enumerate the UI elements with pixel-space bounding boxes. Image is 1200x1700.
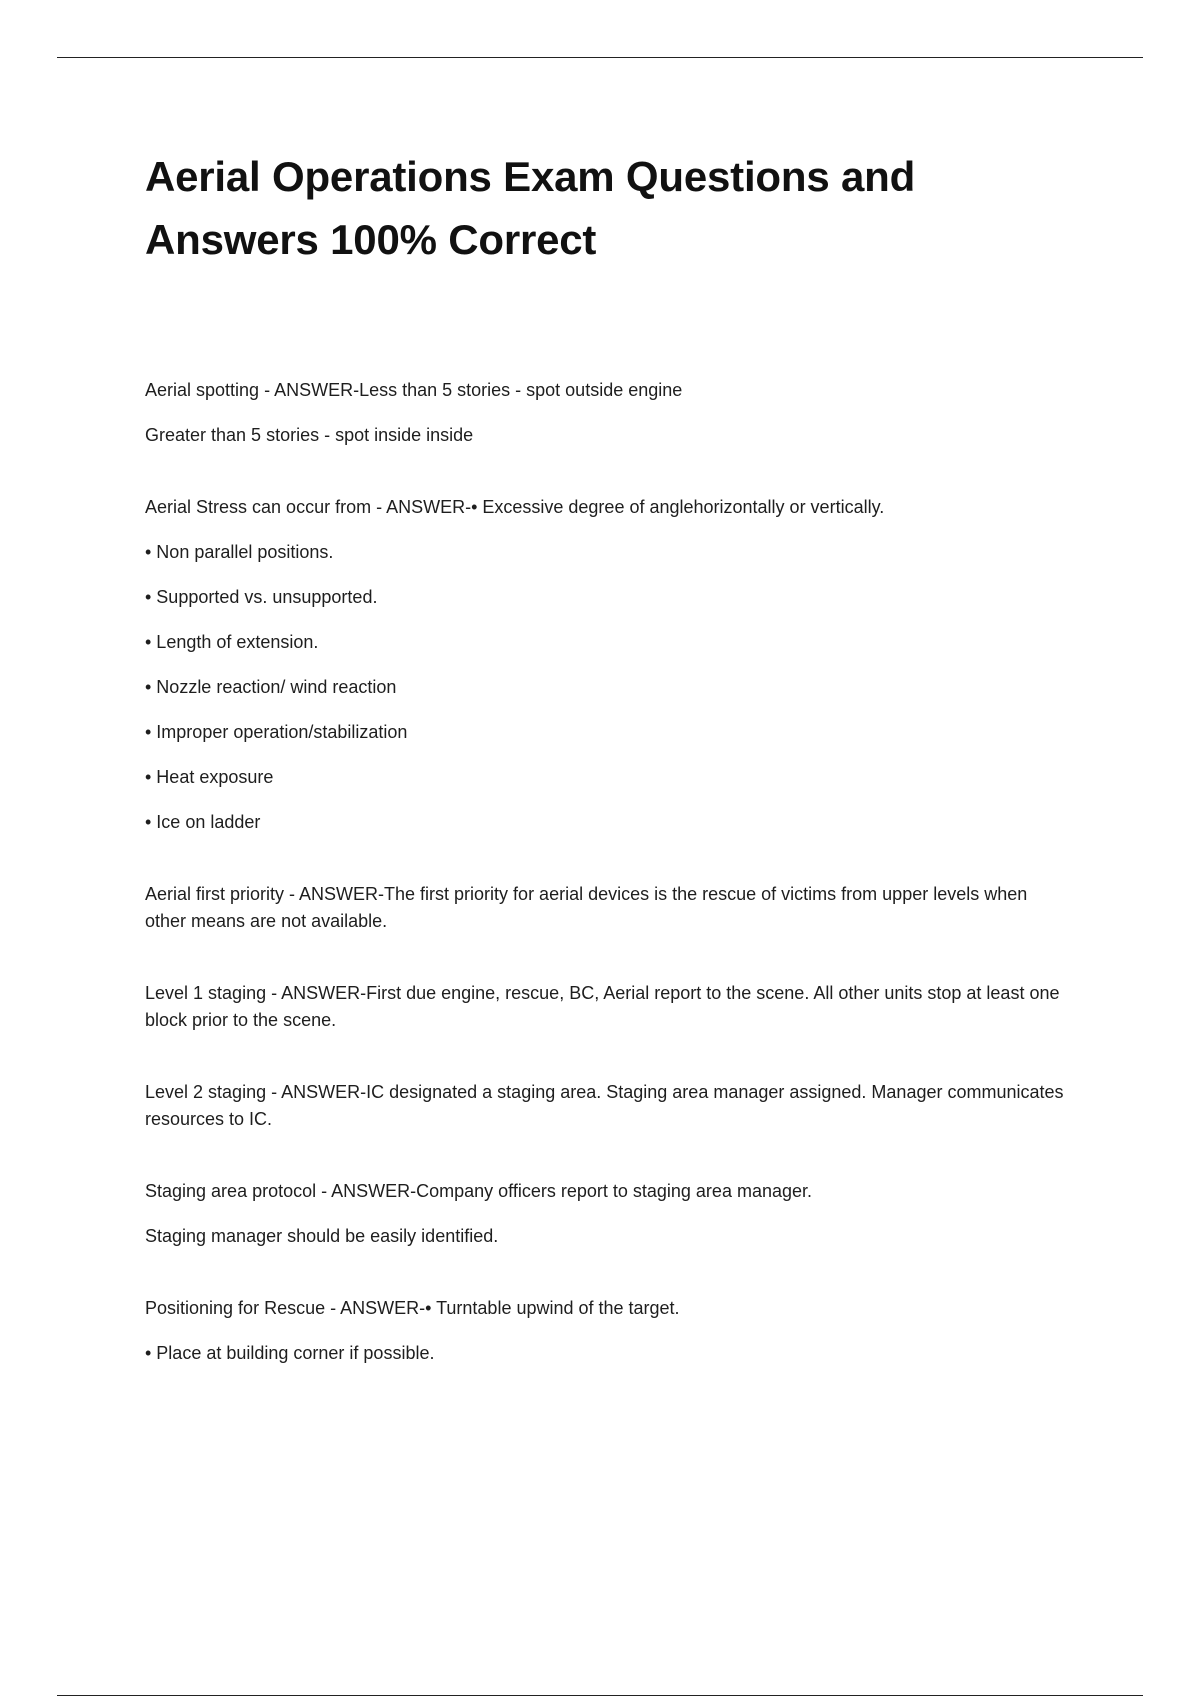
title-line-2: Answers 100% Correct [145, 216, 597, 263]
qa-line: Level 1 staging - ANSWER-First due engine, rescue, BC, Aerial report to the scene. All other units stop at least one block prior to the scene. [145, 983, 1060, 1030]
qa-line: Staging area protocol - ANSWER-Company officers report to staging area manager. [145, 1181, 813, 1201]
qa-line: • Non parallel positions. [145, 542, 334, 562]
qa-entry-level-2-staging [145, 1079, 1065, 1133]
qa-list [145, 377, 1065, 1367]
qa-entry-level-1-staging [145, 980, 1065, 1034]
bottom-rule [57, 1695, 1143, 1696]
qa-line: • Supported vs. unsupported. [145, 587, 378, 607]
top-rule [57, 57, 1143, 58]
title-line-1: Aerial Operations Exam Questions and [145, 153, 916, 200]
document-body [145, 145, 1065, 1412]
qa-line: • Nozzle reaction/ wind reaction [145, 677, 397, 697]
qa-entry-aerial-spotting [145, 377, 1065, 449]
qa-line: Level 2 staging - ANSWER-IC designated a staging area. Staging area manager assigned. Manager communicates resources to IC. [145, 1082, 1064, 1129]
qa-line: Aerial first priority - ANSWER-The first priority for aerial devices is the rescue of victims from upper levels when other means are not available. [145, 884, 1028, 931]
qa-entry-aerial-stress [145, 494, 1065, 836]
qa-line: Staging manager should be easily identified. [145, 1226, 499, 1246]
qa-line: Aerial Stress can occur from - ANSWER-• Excessive degree of anglehorizontally or vertically. [145, 497, 885, 517]
qa-line: Positioning for Rescue - ANSWER-• Turntable upwind of the target. [145, 1298, 680, 1318]
qa-line: Aerial spotting - ANSWER-Less than 5 stories - spot outside engine [145, 380, 683, 400]
qa-line: • Heat exposure [145, 767, 274, 787]
qa-line: • Length of extension. [145, 632, 319, 652]
qa-line: • Place at building corner if possible. [145, 1343, 435, 1363]
document-title [145, 145, 1065, 271]
qa-line: • Improper operation/stabilization [145, 722, 408, 742]
qa-entry-aerial-first-priority [145, 881, 1065, 935]
qa-line: • Ice on ladder [145, 812, 261, 832]
qa-entry-positioning-for-rescue [145, 1295, 1065, 1367]
qa-line: Greater than 5 stories - spot inside inside [145, 425, 474, 445]
qa-entry-staging-area-protocol [145, 1178, 1065, 1250]
